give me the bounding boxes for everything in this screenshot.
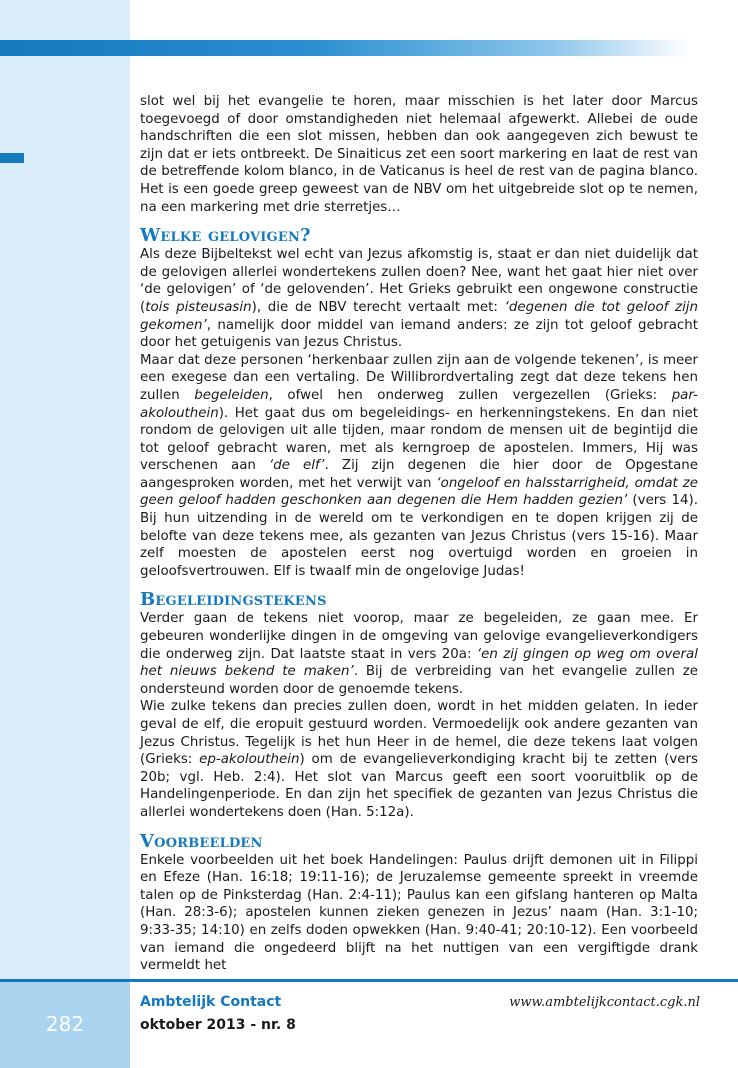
page-number: 282 xyxy=(45,1012,85,1036)
publication-url[interactable]: www.ambtelijkcontact.cgk.nl xyxy=(509,995,700,1010)
welke-paragraph-2: Maar dat deze personen ‘herkenbaar zullen zijn aan de volgende tekenen’, is meer een exegese dan een vertaling. De Willibrordvertaling zegt dat deze tekens hen zullen begeleiden, ofwel hen onderweg zullen vergezellen (Grieks: par-akolouthein). Het gaat dus om begeleidings- en herkenningstekens. En dan niet rondom de gelovigen uit alle tijden, maar rondom de mensen uit de begintijd die tot geloof gebracht waren, met als kerngroep de apostelen. Immers, Hij was verschenen aan ‘de elf’. Zij zijn degenen die hier door de Opgestane aangesproken worden, met het verwijt van ‘ongeloof en halsstarrigheid, omdat ze geen geloof hadden geschonken aan degenen die Hem hadden gezien’ (vers 14). Bij hun uitzending in de wereld om te verkondigen en te dopen krijgen zij de belofte van deze tekens mee, als gezanten van Jezus Christus (vers 15-16). Maar zelf moesten de apostelen eerst nog overtuigd worden en groeien in geloofsvertrouwen. Elf is twaalf min de ongelovige Judas! xyxy=(140,352,699,579)
welke-paragraph-1: Als deze Bijbeltekst wel echt van Jezus afkomstig is, staat er dan niet duidelijk dat de gelovigen allerlei wondertekens zullen doen? Nee, want het gaat hier niet over ‘de gelovigen’ of ‘de gelovenden’. Het Grieks gebruikt een ongewone constructie (tois pisteusasin), die de NBV terecht vertaalt met: ‘degenen die tot geloof zijn gekomen’, namelijk door middel van iemand anders: ze zijn tot geloof gebracht door het getuigenis van Jezus Christus. xyxy=(140,247,699,351)
article-body xyxy=(140,93,698,975)
side-marker xyxy=(0,153,24,163)
heading-begeleidingstekens: Begeleidingstekens xyxy=(140,589,327,611)
voorbeelden-paragraph: Enkele voorbeelden uit het boek Handelingen: Paulus drijft demonen uit in Filippi en Efeze (Han. 16:18; 19:11-16); de Jeruzalemse gemeente spreekt in vreemde talen op de Pinksterdag (Han. 2:4-11); Paulus kan een gifslang hanteren op Malta (Han. 28:3-6); apostelen kunnen zieken genezen in Jezus’ naam (Han. 3:1-10; 9:33-35; 14:10) en zelfs doden opwekken (Han. 9:40-41; 20:10-12). Een voorbeeld van iemand die ongedeerd blijft na het nuttigen van een vergiftigde drank vermeldt het xyxy=(140,852,698,974)
heading-voorbeelden: Voorbeelden xyxy=(140,830,263,852)
begeleidings-paragraph-2: Wie zulke tekens dan precies zullen doen, wordt in het midden gelaten. In ieder geval de elf, die eropuit gestuurd worden. Vermoedelijk ook andere gezanten van Jezus Christus. Tegelijk is het hun Heer in de hemel, die deze tekens laat volgen (Grieks: ep-akolouthein) om de evangelieverkondiging kracht bij te zetten (vers 20b; vgl. Heb. 2:4). Het slot van Marcus geeft een soort vooruitblik op de Handelingenperiode. En dan zijn het specifiek de gezanten van Jezus Christus die allerlei wondertekens doen (Han. 5:12a). xyxy=(140,699,698,820)
begeleidings-paragraph-1: Verder gaan de tekens niet voorop, maar ze begeleiden, ze gaan mee. Er gebeuren wonderlijke dingen in de omgeving van gelovige evangelieverkondigers die onderweg zijn. Dat laatste staat in vers 20a: ‘en zij gingen op weg om overal het nieuws bekend te maken’. Bij de verbreiding van het evangelie zullen ze ondersteund worden door de genoemde tekens. xyxy=(140,611,698,697)
publication-issue: oktober 2013 - nr. 8 xyxy=(140,1017,296,1033)
publication-name: Ambtelijk Contact xyxy=(140,994,282,1010)
intro-paragraph: slot wel bij het evangelie te horen, maar misschien is het later door Marcus toegevoegd of door omstandigheden niet helemaal afgewerkt. Allebei de oude handschriften die een slot missen, hebben dan ook aangegeven zich bewust te zijn dat er iets ontbreekt. De Sinaiticus zet een soort markering en laat de rest van de betreffende kolom blanco, in de Vaticanus is heel de rest van de pagina blanco. Het is een goede greep geweest van de NBV om het uitgebreide slot op te nemen, na een markering met drie sterretjes… xyxy=(140,94,698,215)
header-gradient-bar xyxy=(0,40,690,56)
heading-welke-gelovigen: Welke gelovigen? xyxy=(140,225,311,247)
